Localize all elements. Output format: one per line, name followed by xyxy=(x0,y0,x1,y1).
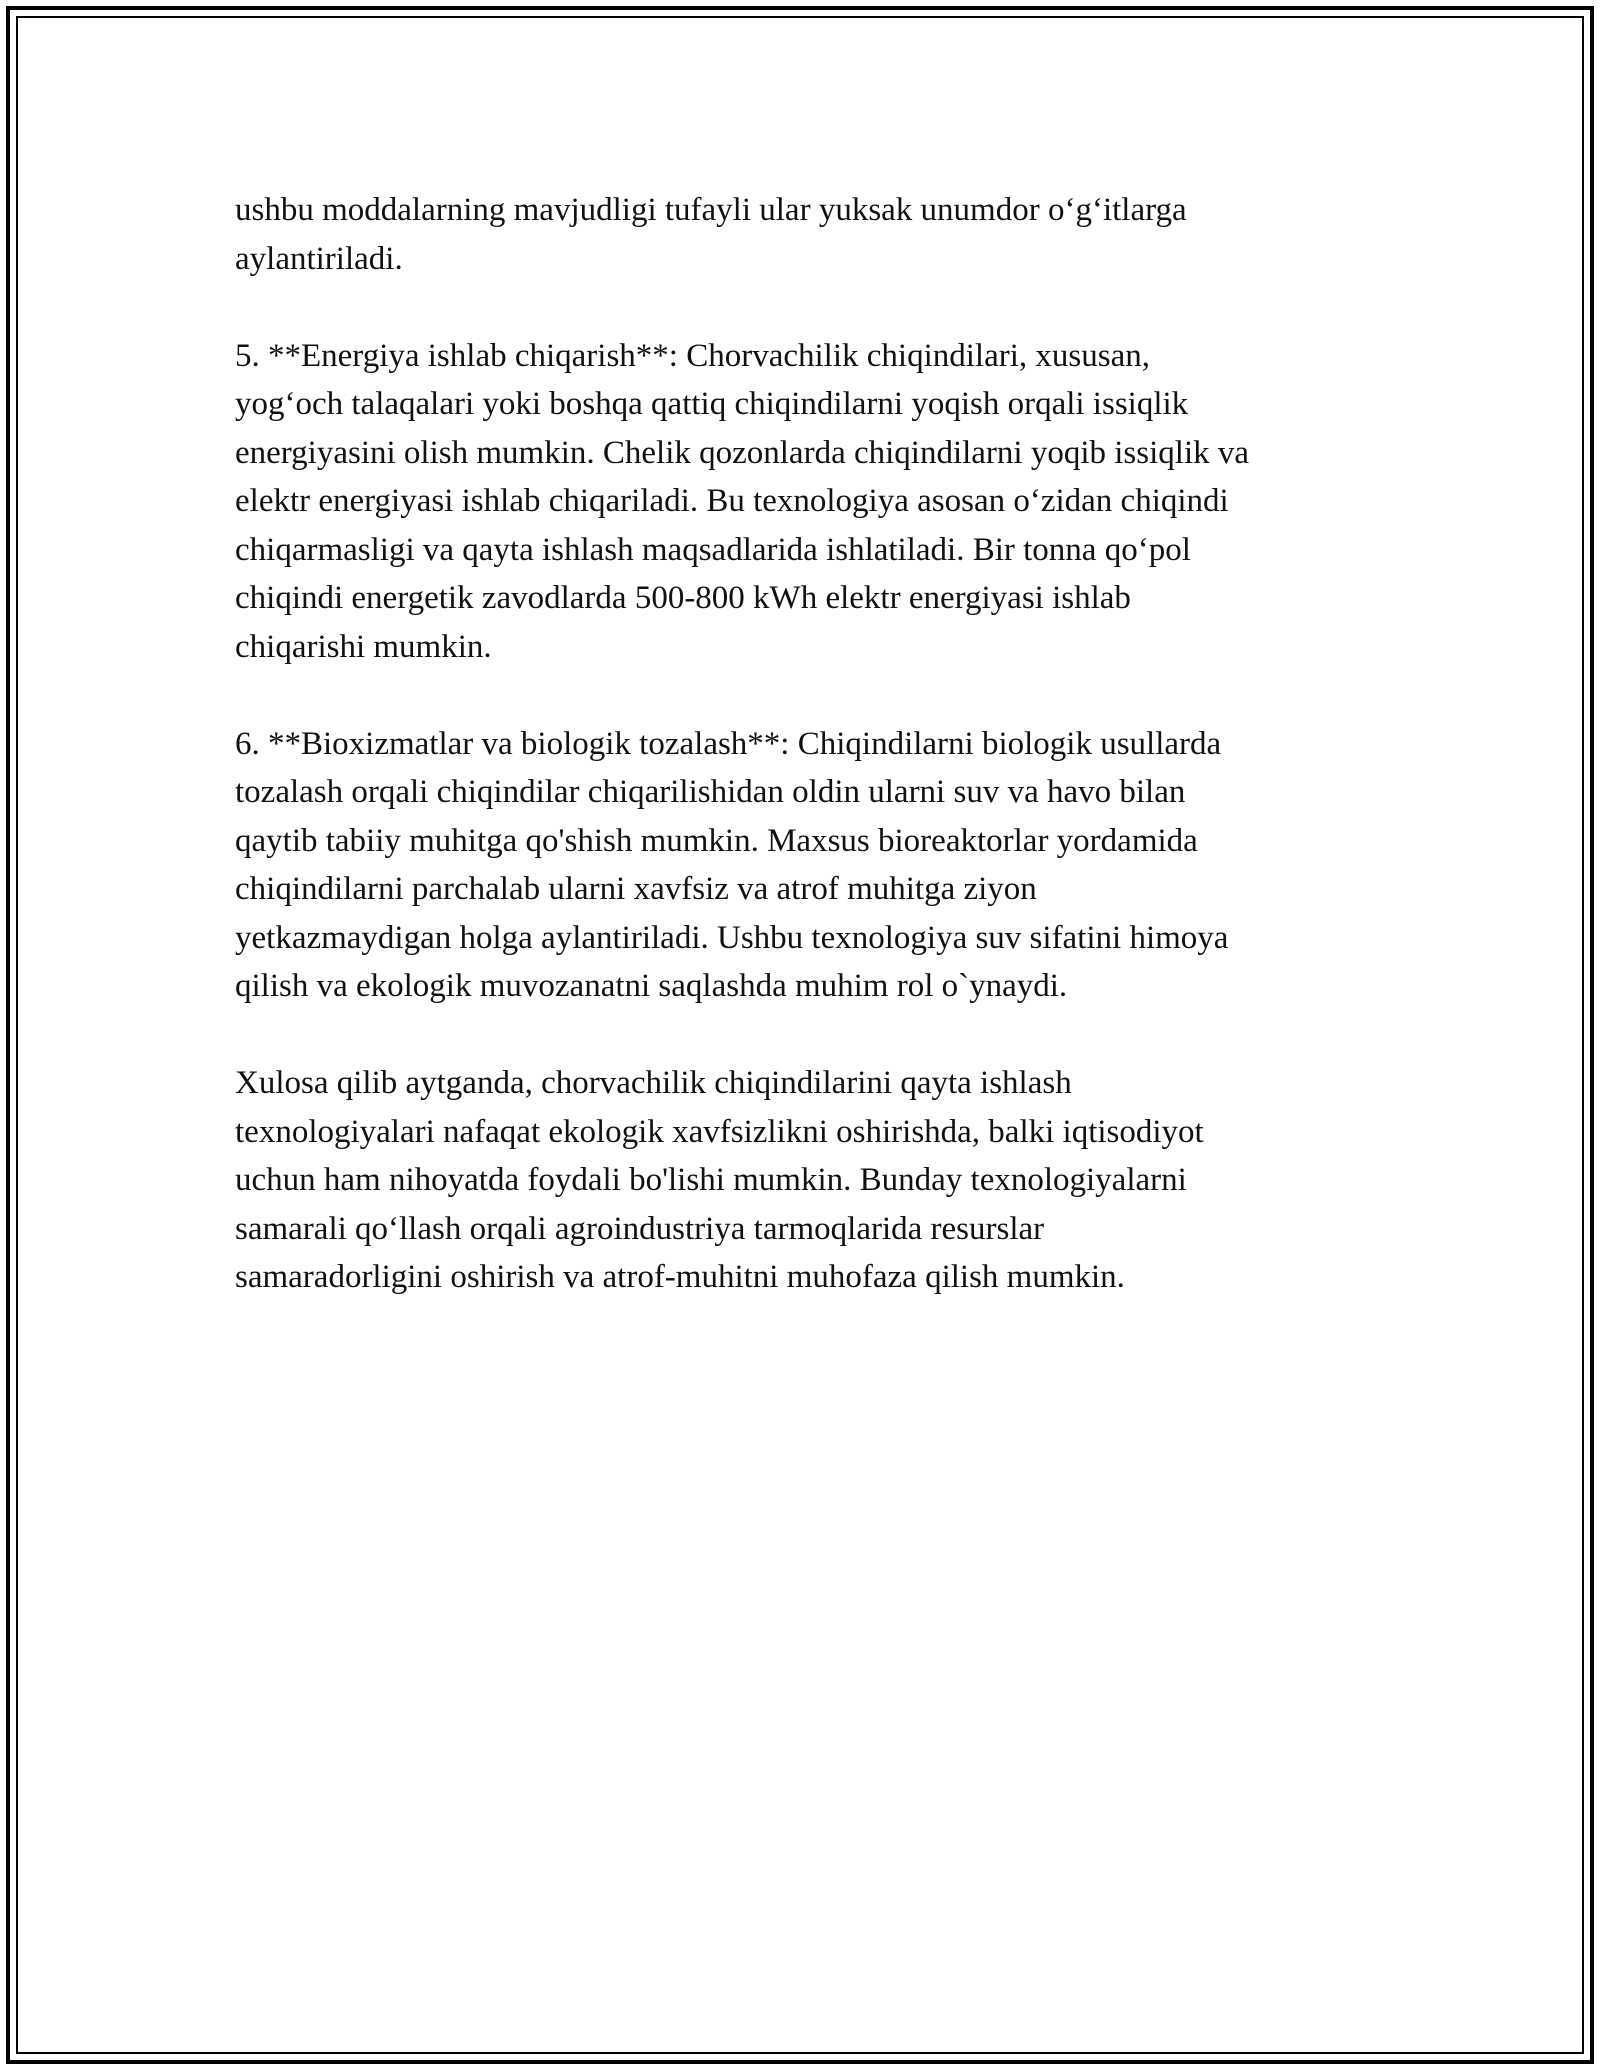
paragraph-conclusion xyxy=(235,1059,1370,1302)
document-body xyxy=(235,186,1370,1350)
text-line: chiqindi energetik zavodlarda 500-800 kWh elektr energiyasi ishlab xyxy=(235,580,1131,616)
text-line: chiqarishi mumkin. xyxy=(235,628,492,665)
text-line: qaytib tabiiy muhitga qo'shish mumkin. Maxsus bioreaktorlar yordamida xyxy=(235,822,1198,859)
text-line: elektr energiyasi ishlab chiqariladi. Bu texnologiya asosan o‘zidan chiqindi xyxy=(235,483,1229,519)
text-line: samaradorligini oshirish va atrof-muhitni muhofaza qilish mumkin. xyxy=(235,1259,1125,1295)
paragraph-energy-production xyxy=(235,332,1370,672)
paragraph-biological-treatment xyxy=(235,720,1370,1011)
text-line: yog‘och talaqalari yoki boshqa qattiq chiqindilarni yoqish orqali issiqlik xyxy=(235,386,1189,422)
text-line: 5. **Energiya ishlab chiqarish**: Chorvachilik chiqindilari, xususan, xyxy=(235,337,1150,374)
text-line: Xulosa qilib aytganda, chorvachilik chiqindilarini qayta ishlash xyxy=(235,1065,1072,1101)
text-line: aylantiriladi. xyxy=(235,240,403,277)
text-line: 6. **Bioxizmatlar va biologik tozalash**: Chiqindilarni biologik usullarda xyxy=(235,725,1222,762)
text-line: ushbu moddalarning mavjudligi tufayli ular yuksak unumdor o‘g‘itlarga xyxy=(235,192,1187,228)
text-line: chiqarmasligi va qayta ishlash maqsadlarida ishlatiladi. Bir tonna qo‘pol xyxy=(235,531,1191,568)
text-line: qilish va ekologik muvozanatni saqlashda muhim rol o`ynaydi. xyxy=(235,968,1068,1004)
text-line: texnologiyalari nafaqat ekologik xavfsizlikni oshirishda, balki iqtisodiyot xyxy=(235,1113,1204,1150)
text-line: uchun ham nihoyatda foydali bo'lishi mumkin. Bunday texnologiyalarni xyxy=(235,1162,1187,1198)
text-line: yetkazmaydigan holga aylantiriladi. Ushbu texnologiya suv sifatini himoya xyxy=(235,919,1229,956)
text-line: energiyasini olish mumkin. Chelik qozonlarda chiqindilarni yoqib issiqlik va xyxy=(235,434,1250,471)
text-line: samarali qo‘llash orqali agroindustriya tarmoqlarida resurslar xyxy=(235,1210,1045,1247)
text-line: chiqindilarni parchalab ularni xavfsiz va atrof muhitga ziyon xyxy=(235,871,1037,907)
paragraph-continuation xyxy=(235,186,1370,283)
text-line: tozalash orqali chiqindilar chiqarilishidan oldin ularni suv va havo bilan xyxy=(235,774,1186,810)
